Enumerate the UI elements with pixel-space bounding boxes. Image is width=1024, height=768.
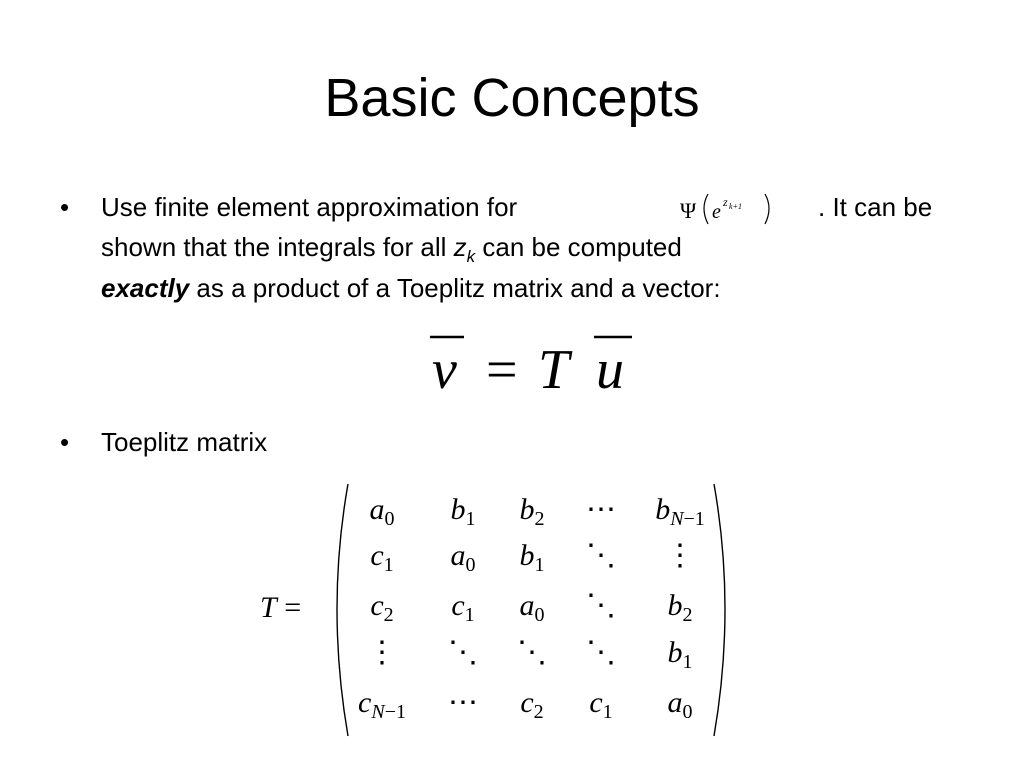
bullet2-text: Toeplitz matrix: [101, 427, 268, 457]
exp-sub: k+1: [729, 202, 742, 211]
eq-equals: =: [486, 339, 518, 401]
slide-title: Basic Concepts: [324, 68, 700, 128]
exp-var: z: [723, 195, 728, 209]
var-z: z: [453, 232, 467, 262]
matrix-label: T =: [260, 591, 302, 624]
bullet1-line1-after: . It can be: [818, 192, 933, 222]
eq-t: T: [538, 339, 570, 401]
matrix-entry: $c_2$: [370, 589, 394, 626]
matrix-dots: ⋯: [448, 686, 478, 719]
psi-symbol: Ψ: [680, 198, 697, 223]
bullet-marker-2: •: [60, 427, 70, 457]
matrix-entry: $c_{N-1}$: [358, 686, 406, 723]
matrix-entry: $a_0$: [519, 589, 545, 626]
matrix-entry: $b_{N-1}$: [655, 493, 705, 530]
matrix-entry: $a_0$: [667, 686, 693, 723]
main-equation: [418, 325, 648, 405]
bullet1-line3: [101, 268, 721, 308]
psi-formula: [680, 188, 795, 228]
matrix-entry: $c_1$: [589, 686, 613, 723]
emphasis-exactly: exactly: [101, 273, 190, 303]
bullet1-line1: [101, 187, 517, 227]
right-paren: [765, 194, 769, 224]
matrix-entry: $c_2$: [520, 686, 544, 723]
matrix-entry: $b_1$: [519, 539, 545, 576]
exp-base: e: [712, 201, 721, 223]
bullet1-line3-after: as a product of a Toeplitz matrix and a vector:: [189, 273, 721, 303]
matrix-dots: ⋮: [665, 539, 695, 572]
matrix-dots: ⋱: [448, 636, 478, 669]
matrix-entry: $a_0$: [369, 493, 395, 530]
bullet1-line1-before: Use finite element approximation for: [101, 192, 518, 222]
matrix-entry: $b_1$: [450, 493, 476, 530]
matrix-entry: $a_0$: [450, 539, 476, 576]
bullet-marker: •: [60, 192, 70, 222]
matrix-entry: $b_1$: [667, 636, 693, 673]
eq-u: u: [596, 339, 624, 401]
matrix-dots: ⋯: [586, 493, 616, 526]
left-paren: [704, 194, 708, 224]
matrix-entry: $b_2$: [667, 589, 693, 626]
matrix-dots: ⋱: [586, 589, 616, 622]
matrix-dots: ⋱: [586, 539, 616, 572]
matrix-dots: ⋮: [367, 636, 397, 669]
toeplitz-matrix: [260, 478, 740, 743]
bullet1-line2-before: shown that the integrals for all: [101, 232, 454, 262]
matrix-dots: ⋱: [517, 636, 547, 669]
matrix-entry: $b_2$: [519, 493, 545, 530]
bullet1-line2-after: can be computed: [475, 232, 682, 262]
var-z-sub: k: [466, 247, 476, 267]
eq-v: v: [432, 339, 457, 401]
matrix-entry: $c_1$: [451, 589, 475, 626]
matrix-dots: ⋱: [586, 636, 616, 669]
matrix-entry: $c_1$: [370, 539, 394, 576]
